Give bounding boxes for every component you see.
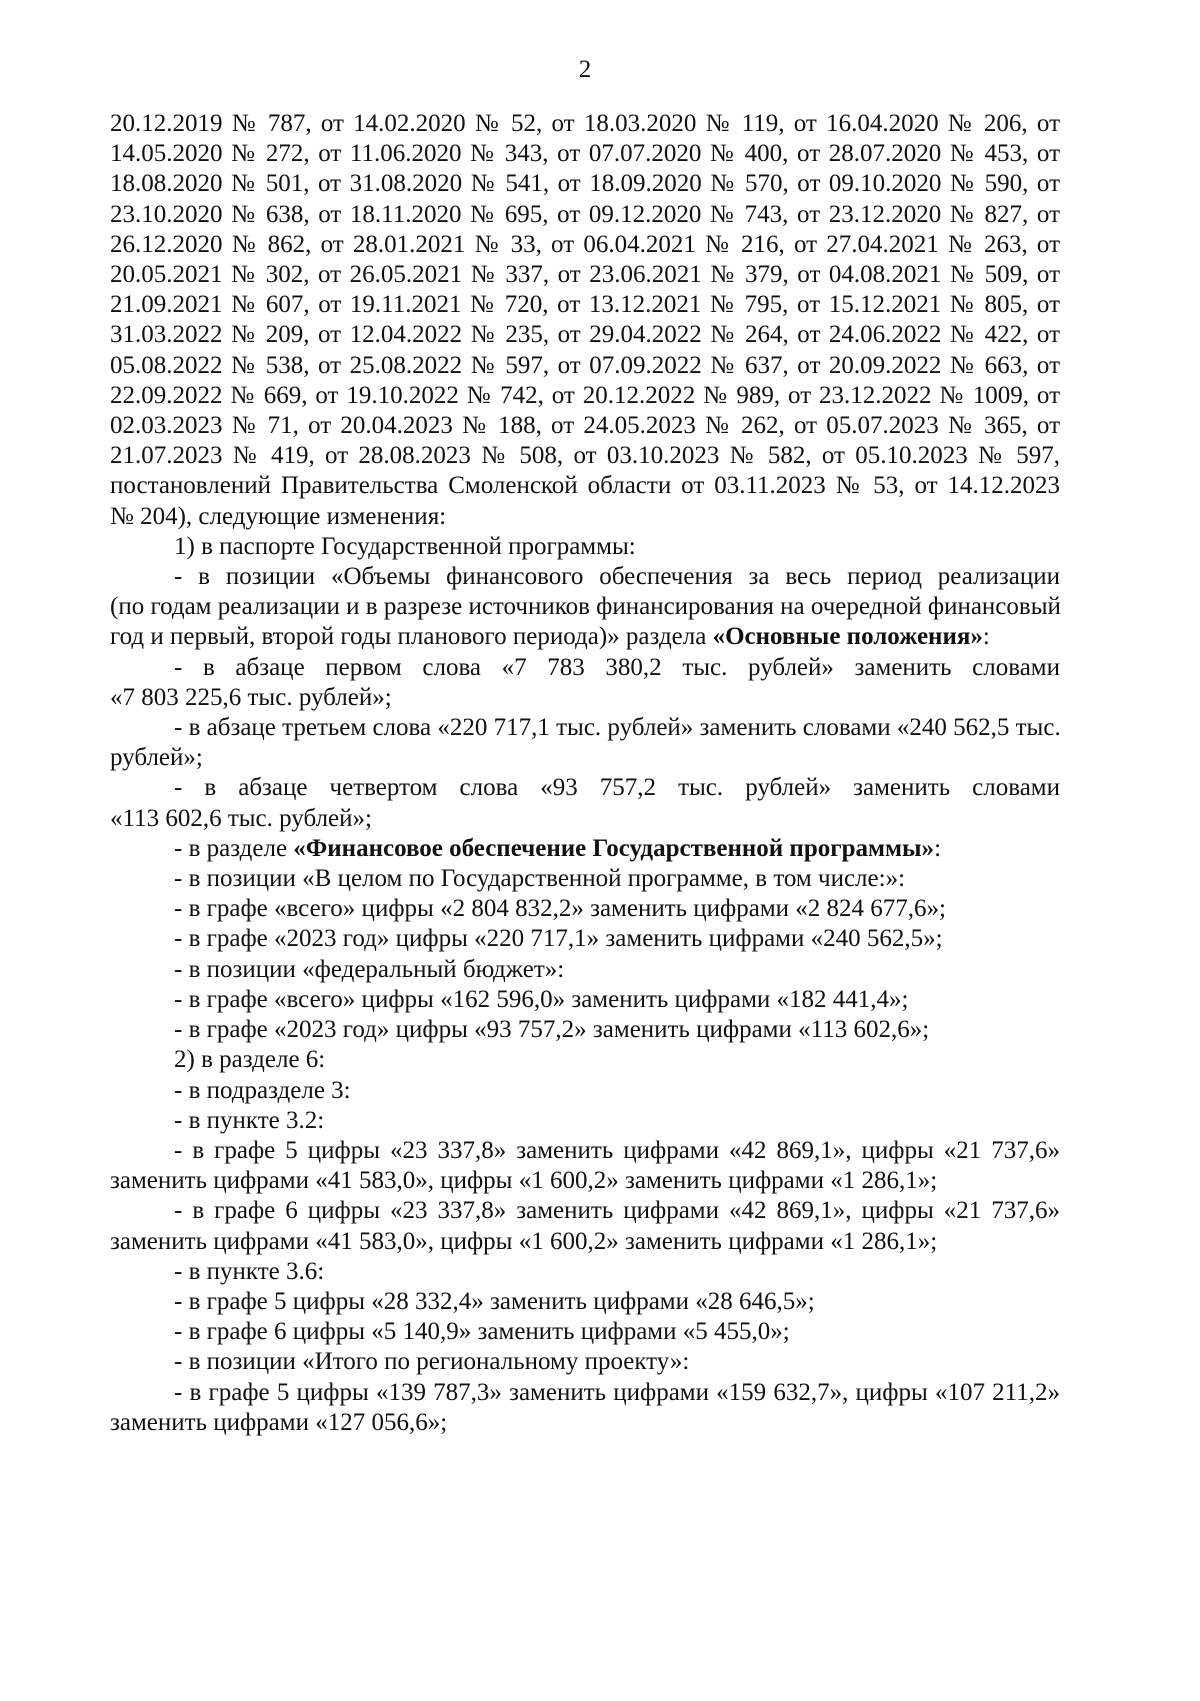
text-line: 21.09.2021 № 607, от 19.11.2021 № 720, от 13.12.2021 № 795, от 15.12.2021 № 805, от [110, 291, 1060, 319]
text-line: - в графе 5 цифры «28 332,4» заменить цифрами «28 646,5»; [174, 1287, 815, 1315]
item-funding-volumes-position [110, 562, 1060, 653]
text-line: - в графе «всего» цифры «162 596,0» заменить цифрами «182 441,4»; [174, 985, 909, 1013]
text-line: - в позиции «В целом по Государственной программе, в том числе:»: [174, 865, 906, 893]
item-position-federal-budget [110, 955, 1060, 985]
item-column-5-point-3-6 [110, 1287, 1060, 1317]
text-line: рублей»; [110, 744, 203, 772]
text-line: 31.03.2022 № 209, от 12.04.2022 № 235, от 29.04.2022 № 264, от 24.06.2022 № 422, от [110, 321, 1060, 349]
document-body [110, 109, 1060, 1438]
text-line: 23.10.2020 № 638, от 18.11.2020 № 695, от 09.12.2020 № 743, от 23.12.2020 № 827, от [110, 200, 1060, 228]
item-financing-section [110, 834, 1060, 864]
text-line: - в графе «2023 год» цифры «93 757,2» заменить цифрами «113 602,6»; [174, 1016, 930, 1044]
item-point-3-6 [110, 1257, 1060, 1287]
text-line: 2) в разделе 6: [174, 1046, 326, 1074]
text-run: - в разделе [174, 834, 294, 862]
text-line: - в подразделе 3: [174, 1076, 351, 1104]
page-number: 2 [578, 56, 592, 83]
item-paragraph-first [110, 653, 1060, 713]
item-column-2023 [110, 924, 1060, 954]
text-line: - в графе 6 цифры «23 337,8» заменить цифрами «42 869,1», цифры «21 737,6» [174, 1197, 1060, 1225]
bold-section-title: «Основные положения» [712, 623, 983, 651]
item-section-6 [110, 1045, 1060, 1075]
item-passport [110, 532, 1060, 562]
text-line: 20.12.2019 № 787, от 14.02.2020 № 52, от 18.03.2020 № 119, от 16.04.2020 № 206, от [110, 110, 1060, 137]
text-line: - в абзаце четвертом слова «93 757,2 тыс. рублей» заменить словами [174, 774, 1060, 802]
item-column-5-regional-total [110, 1378, 1060, 1438]
text-line [110, 834, 1060, 864]
text-line: - в позиции «федеральный бюджет»: [174, 955, 565, 983]
amended-acts-paragraph [110, 109, 1060, 532]
text-run: : [982, 623, 990, 651]
text-line: 18.08.2020 № 501, от 31.08.2020 № 541, от 18.09.2020 № 570, от 09.10.2020 № 590, от [110, 170, 1060, 198]
text-line: заменить цифрами «41 583,0», цифры «1 600,2» заменить цифрами «1 286,1»; [110, 1167, 938, 1195]
item-position-total [110, 864, 1060, 894]
item-column-6-point-3-6 [110, 1317, 1060, 1347]
text-line: 26.12.2020 № 862, от 28.01.2021 № 33, от 06.04.2021 № 216, от 27.04.2021 № 263, от [110, 230, 1060, 258]
item-column-total-federal [110, 985, 1060, 1015]
text-run: год и первый, второй годы планового периода)» раздела [110, 623, 713, 651]
item-subsection-3 [110, 1076, 1060, 1106]
text-line: «113 602,6 тыс. рублей»; [110, 804, 372, 832]
text-line [110, 622, 1060, 652]
item-paragraph-fourth [110, 773, 1060, 833]
text-line: 21.07.2023 № 419, от 28.08.2023 № 508, от 03.10.2023 № 582, от 05.10.2023 № 597, [110, 442, 1060, 470]
item-column-6-point-3-2 [110, 1196, 1060, 1256]
text-line: 14.05.2020 № 272, от 11.06.2020 № 343, от 07.07.2020 № 400, от 28.07.2020 № 453, от [110, 140, 1060, 168]
text-line: постановлений Правительства Смоленской области от 03.11.2023 № 53, от 14.12.2023 [110, 472, 1060, 500]
text-line: - в графе 5 цифры «23 337,8» заменить цифрами «42 869,1», цифры «21 737,6» [174, 1136, 1060, 1164]
text-line: 1) в паспорте Государственной программы: [174, 532, 636, 560]
text-line: - в графе 6 цифры «5 140,9» заменить цифрами «5 455,0»; [174, 1318, 790, 1346]
item-paragraph-third [110, 713, 1060, 773]
text-line: заменить цифрами «41 583,0», цифры «1 600,2» заменить цифрами «1 286,1»; [110, 1227, 938, 1255]
text-line: 02.03.2023 № 71, от 20.04.2023 № 188, от 24.05.2023 № 262, от 05.07.2023 № 365, от [110, 412, 1060, 440]
text-line: 20.05.2021 № 302, от 26.05.2021 № 337, от 23.06.2021 № 379, от 04.08.2021 № 509, от [110, 261, 1060, 289]
text-line: - в графе «всего» цифры «2 804 832,2» заменить цифрами «2 824 677,6»; [174, 895, 946, 923]
text-line: - в абзаце первом слова «7 783 380,2 тыс. рублей» заменить словами [174, 653, 1060, 681]
text-line: - в пункте 3.6: [174, 1257, 325, 1285]
text-line: 22.09.2022 № 669, от 19.10.2022 № 742, от 20.12.2022 № 989, от 23.12.2022 № 1009, от [110, 381, 1060, 409]
text-line: - в графе 5 цифры «139 787,3» заменить цифрами «159 632,7», цифры «107 211,2» [174, 1378, 1060, 1406]
bold-section-title: «Финансовое обеспечение Государственной программы» [293, 834, 935, 862]
text-line: 05.08.2022 № 538, от 25.08.2022 № 597, от 07.09.2022 № 637, от 20.09.2022 № 663, от [110, 351, 1060, 379]
item-point-3-2 [110, 1106, 1060, 1136]
text-line: заменить цифрами «127 056,6»; [110, 1408, 448, 1436]
text-line: - в позиции «Итого по региональному проекту»: [174, 1348, 690, 1376]
text-line: - в графе «2023 год» цифры «220 717,1» заменить цифрами «240 562,5»; [174, 925, 943, 953]
text-line: - в пункте 3.2: [174, 1106, 325, 1134]
text-line: - в абзаце третьем слова «220 717,1 тыс. рублей» заменить словами «240 562,5 тыс. [174, 714, 1061, 742]
text-line: № 204), следующие изменения: [110, 502, 447, 530]
text-run: : [934, 834, 942, 862]
text-line: «7 803 225,6 тыс. рублей»; [110, 683, 392, 711]
item-column-total [110, 894, 1060, 924]
text-line: - в позиции «Объемы финансового обеспечения за весь период реализации [174, 563, 1060, 591]
item-column-2023-federal [110, 1015, 1060, 1045]
item-column-5-point-3-2 [110, 1136, 1060, 1196]
text-line: (по годам реализации и в разрезе источников финансирования на очередной финансовый [110, 593, 1061, 621]
item-position-regional-project-total [110, 1347, 1060, 1377]
